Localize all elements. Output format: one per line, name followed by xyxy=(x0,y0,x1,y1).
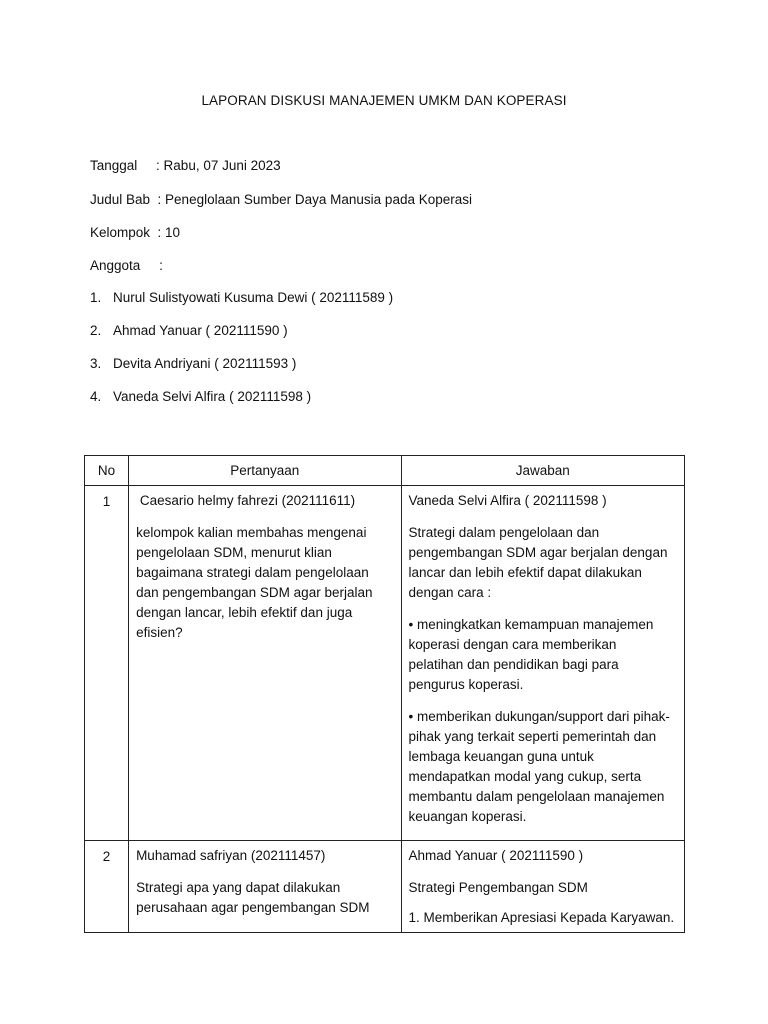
asker-name: Muhamad safriyan (202111457) xyxy=(136,848,326,863)
question-line: dengan lancar, lebih efektif dan juga xyxy=(136,605,353,620)
member-name: Ahmad Yanuar ( 202111590 ) xyxy=(113,323,288,338)
header-answer: Jawaban xyxy=(401,456,684,486)
answer-cell xyxy=(401,841,684,933)
table-header-row xyxy=(85,456,685,486)
kelompok-label: Kelompok xyxy=(90,225,158,240)
anggota-value: : xyxy=(159,258,163,273)
question-line: bagaimana strategi dalam pengelolaan xyxy=(136,565,369,580)
meta-kelompok xyxy=(90,225,180,240)
answer-line: mendapatkan modal yang cukup, serta xyxy=(408,769,642,784)
answer-line: membantu dalam pengelolaan manajemen xyxy=(408,789,665,804)
member-number: 1. xyxy=(90,290,102,305)
judul-value: : Peneglolaan Sumber Daya Manusia pada Koperasi xyxy=(157,192,472,207)
meta-judul-bab xyxy=(90,192,472,207)
header-no: No xyxy=(85,456,129,486)
answerer-name: Vaneda Selvi Alfira ( 202111598 ) xyxy=(408,493,607,508)
answer-line: pelatihan dan pendidikan bagi para xyxy=(408,657,619,672)
row-number: 2 xyxy=(85,841,129,933)
member-number: 3. xyxy=(90,356,102,371)
row-number: 1 xyxy=(85,486,129,841)
answer-line: koperasi dengan cara memberikan xyxy=(408,637,617,652)
answerer-name: Ahmad Yanuar ( 202111590 ) xyxy=(408,848,584,863)
qa-table xyxy=(84,455,685,933)
meta-tanggal xyxy=(90,158,281,173)
answer-line: keuangan koperasi. xyxy=(408,809,527,824)
answer-line: lancar dan lebih efektif dapat dilakukan xyxy=(408,565,642,580)
asker-name: Caesario helmy fahrezi (202111611) xyxy=(136,493,356,508)
answer-line: lembaga keuangan guna untuk xyxy=(408,749,594,764)
question-line: efisien? xyxy=(136,625,183,640)
question-cell xyxy=(129,486,401,841)
question-line: dan pengembangan SDM agar berjalan xyxy=(136,585,373,600)
member-number: 4. xyxy=(90,389,102,404)
member-name: Devita Andriyani ( 202111593 ) xyxy=(113,356,297,371)
answer-line: • memberikan dukungan/support dari pihak- xyxy=(408,709,670,724)
answer-line: pengurus koperasi. xyxy=(408,677,524,692)
judul-label: Judul Bab xyxy=(90,192,158,207)
question-line: kelompok kalian membahas mengenai xyxy=(136,525,367,540)
tanggal-label: Tanggal xyxy=(90,158,157,173)
question-cell xyxy=(129,841,401,933)
member-item xyxy=(90,356,296,371)
meta-anggota xyxy=(90,258,163,273)
question-line: perusahaan agar pengembangan SDM xyxy=(136,900,370,915)
member-item xyxy=(90,389,311,404)
answer-cell xyxy=(401,486,684,841)
document-title: LAPORAN DISKUSI MANAJEMEN UMKM DAN KOPERASI xyxy=(201,93,567,108)
table-row xyxy=(85,841,685,933)
question-line: Strategi apa yang dapat dilakukan xyxy=(136,880,341,895)
answer-title: Strategi Pengembangan SDM xyxy=(408,880,588,895)
question-line: pengelolaan SDM, menurut klian xyxy=(136,545,332,560)
kelompok-value: : 10 xyxy=(157,225,181,240)
header-question: Pertanyaan xyxy=(129,456,401,486)
anggota-label: Anggota xyxy=(90,258,160,273)
member-item xyxy=(90,323,288,338)
answer-line: • meningkatkan kemampuan manajemen xyxy=(408,617,654,632)
table-row xyxy=(85,486,685,841)
answer-line: pihak yang terkait seperti pemerintah dan xyxy=(408,729,657,744)
answer-line: 1. Memberikan Apresiasi Kepada Karyawan. xyxy=(408,910,675,925)
member-item xyxy=(90,290,393,305)
tanggal-value: : Rabu, 07 Juni 2023 xyxy=(156,158,281,173)
answer-line: Strategi dalam pengelolaan dan xyxy=(408,525,600,540)
answer-line: dengan cara : xyxy=(408,585,492,600)
member-number: 2. xyxy=(90,323,102,338)
member-name: Vaneda Selvi Alfira ( 202111598 ) xyxy=(113,389,312,404)
member-name: Nurul Sulistyowati Kusuma Dewi ( 202111589 ) xyxy=(113,290,394,305)
answer-line: pengembangan SDM agar berjalan dengan xyxy=(408,545,668,560)
